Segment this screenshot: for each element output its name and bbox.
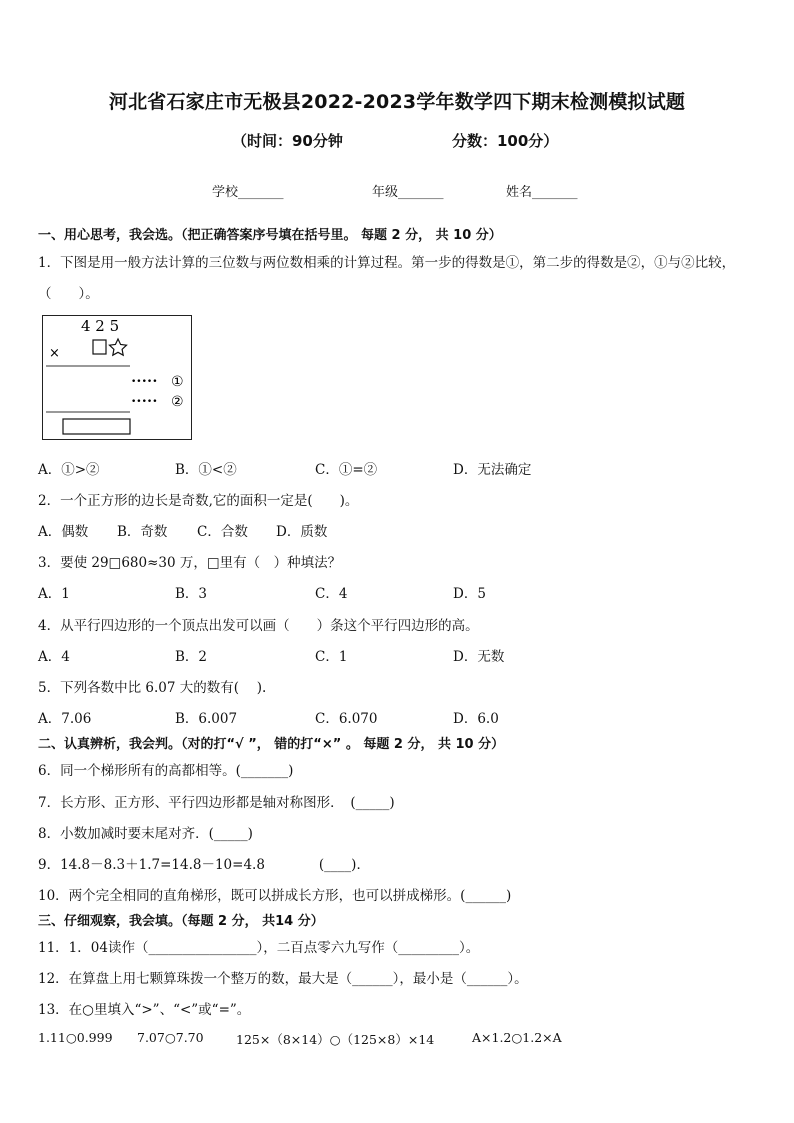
q4-option-b: B．2 [175,649,208,665]
section2-heading: 二、认真辨析，我会判。（对的打“√ ”， 错的打“×” 。 每题 2 分， 共 10 分） [38,737,505,752]
q5-option-c: C．6.070 [315,711,378,727]
figure-mark-1: ① [171,374,184,390]
figure-mark-2: ② [171,394,184,410]
q8-text: 8．小数加减时要末尾对齐．(_____) [38,826,253,842]
q4-option-a: A．4 [38,649,70,665]
q11-text: 11．1．04读作（________________），二百点零六九写作（_________）。 [38,940,480,956]
q5-option-d: D．6.0 [453,711,499,727]
star-shape [110,339,127,355]
q4-option-d: D．无数 [453,649,505,665]
q3-option-b: B．3 [175,586,208,602]
q1-option-b: B．①<② [175,462,237,478]
q3-text: 3．要使 29□680≈30 万，□里有（ ）种填法？ [38,555,342,571]
multiplication-figure [42,315,192,440]
q2-text: 2．一个正方形的边长是奇数,它的面积一定是( )。 [38,493,359,509]
q13-compare-3: 125×（8×14）○（125×8）×14 [236,1032,435,1047]
q1-text-line2: （ ）。 [38,286,99,302]
q1-text-line1: 1．下图是用一般方法计算的三位数与两位数相乘的计算过程。第一步的得数是①，第二步的得数是②，①与②比较， [38,255,736,271]
square-box-shape [93,340,106,354]
q6-text: 6．同一个梯形所有的高都相等。(_______) [38,763,294,779]
q7-text: 7．长方形、正方形、平行四边形都是轴对称图形． (_____) [38,795,395,811]
q5-option-b: B．6.007 [175,711,238,727]
q1-option-d: D．无法确定 [453,462,532,478]
exam-time: （时间：90分钟 [232,132,343,150]
section3-heading: 三、仔细观察，我会填。（每题 2 分， 共14 分） [38,914,324,929]
grade-field: 年级_______ [372,185,444,200]
page-title: 河北省石家庄市无极县2022-2023学年数学四下期末检测模拟试题 [108,91,686,113]
q1-option-c: C．①=② [315,462,378,478]
name-field: 姓名_______ [506,185,578,200]
q5-option-a: A．7.06 [38,711,92,727]
section1-heading: 一、用心思考，我会选。（把正确答案序号填在括号里。 每题 2 分， 共 10 分） [38,228,502,243]
school-field: 学校_______ [212,185,284,200]
figure-dots-1: ••••• [131,377,158,387]
q10-text: 10．两个完全相同的直角梯形，既可以拼成长方形，也可以拼成梯形。(______) [38,888,512,904]
q4-option-c: C．1 [315,649,348,665]
exam-score: 分数：100分） [452,132,559,150]
q13-compare-4: A×1.2○1.2×A [472,1030,562,1045]
figure-digits: 4 2 5 [81,317,120,335]
q2-option-d: D．质数 [276,524,328,540]
q2-option-c: C．合数 [197,524,248,540]
q9-text: 9．14.8－8.3＋1.7=14.8－10=4.8 (____)． [38,857,370,873]
figure-dots-2: ••••• [131,397,158,407]
q2-option-a: A．偶数 [38,524,89,540]
q2-option-b: B．奇数 [117,524,168,540]
q3-option-c: C．4 [315,586,348,602]
q3-option-a: A．1 [38,586,70,602]
q13-text: 13．在○里填入“>”、“<”或“=”。 [38,1002,251,1018]
q13-compare-1: 1.11○0.999 [38,1030,113,1045]
figure-times-sign: × [49,346,60,361]
q12-text: 12．在算盘上用七颗算珠拨一个整万的数，最大是（______），最小是（______）。 [38,971,528,987]
q5-text: 5．下列各数中比 6.07 大的数有( ). [38,680,267,696]
result-box-shape [63,419,130,434]
q1-option-a: A．①>② [38,462,100,478]
q3-option-d: D．5 [453,586,486,602]
q4-text: 4．从平行四边形的一个顶点出发可以画（ ）条这个平行四边形的高。 [38,618,479,634]
q13-compare-2: 7.07○7.70 [137,1030,204,1045]
